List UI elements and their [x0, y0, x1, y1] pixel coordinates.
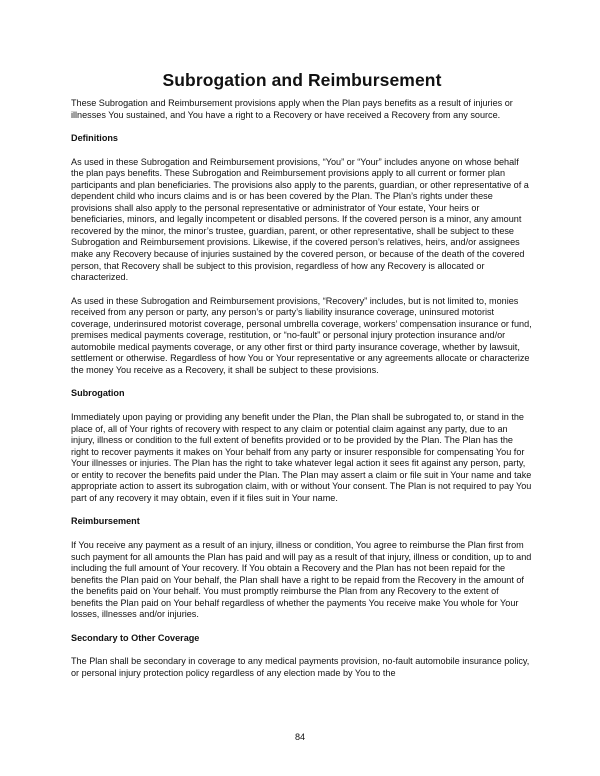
definitions-heading: Definitions	[71, 133, 118, 144]
subrogation-heading: Subrogation	[71, 388, 125, 399]
subrogation-paragraph: Immediately upon paying or providing any benefit under the Plan, the Plan shall be subrogated to, or stand in the place of, all of Your rights of recovery with respect to any claim or potential claim against any party, due to an injury, illness or condition to the full extent of benefits provided or to be provided by the Plan. The Plan has the right to recover payments it makes on Your behalf from any party or insurer responsible for compensating You for Your illnesses or injuries. The Plan has the right to take whatever legal action it sees fit against any person, party, or entity to recover the benefits paid under the Plan. The Plan may assert a claim or file suit in Your name and take appropriate action to assert its subrogation claim, with or without Your consent. The Plan is not required to pay You part of any recovery it may obtain, even if it files suit in Your name.	[71, 412, 532, 503]
secondary-coverage-paragraph: The Plan shall be secondary in coverage to any medical payments provision, no-fault automobile insurance policy, or personal injury protection policy regardless of any election made by You to the	[71, 656, 530, 678]
reimbursement-paragraph: If You receive any payment as a result of an injury, illness or condition, You agree to reimburse the Plan first from such payment for all amounts the Plan has paid and will pay as a result of that injury, illness or condition, up to and including the full amount of Your recovery. If You obtain a Recovery and the Plan has not been repaid for the benefits the Plan paid on Your behalf, the Plan shall have a right to be repaid from the Recovery in the amount of the benefits paid on Your behalf. You must promptly reimburse the Plan from any Recovery to the extent of benefits the Plan paid on Your behalf regardless of whether the payments You receive make You whole for Your losses, illnesses and/or injuries.	[71, 539, 532, 620]
subrogation-section	[71, 388, 533, 504]
page-title: Subrogation and Reimbursement	[162, 70, 442, 90]
reimbursement-heading: Reimbursement	[71, 516, 140, 527]
definitions-paragraph: As used in these Subrogation and Reimbursement provisions, “You” or “Your” includes anyone on whose behalf the plan pays benefits. These Subrogation and Reimbursement provisions apply to all current or former plan participants and plan beneficiaries. The provisions also apply to the parents, guardian, or other representative of a dependent child who incurs claims and is or has been covered by the Plan. The Plan’s rights under these provisions shall also apply to the personal representative or administrator of Your estate, Your heirs or beneficiaries, minors, and legally incompetent or disabled persons. If the covered person is a minor, any amount recovered by the minor, the minor’s trustee, guardian, parent, or other representative, shall be subject to these Subrogation and Reimbursement provisions. Likewise, if the covered person’s relatives, heirs, and/or assignees make any Recovery because of injuries sustained by the covered person, or because of the death of the covered person, that Recovery shall be subject to this provision, regardless of how any Recovery is allocated or characterized.	[71, 156, 529, 283]
secondary-coverage-heading: Secondary to Other Coverage	[71, 632, 200, 643]
reimbursement-section	[71, 516, 533, 620]
secondary-coverage-section	[71, 633, 533, 680]
page-number: 84	[294, 732, 306, 742]
definitions-paragraph: As used in these Subrogation and Reimbursement provisions, “Recovery” includes, but is not limited to, monies received from any person or party, any person’s or party’s liability insurance coverage, uninsured motorist coverage, underinsured motorist coverage, personal umbrella coverage, workers’ compensation insurance or fund, premises medical payments coverage, restitution, or “no-fault” or personal injury protection insurance and/or automobile medical payments coverage, or any other first or third party insurance coverage, whether by lawsuit, settlement or otherwise. Regardless of how You or Your representative or any agreements allocate or characterize the money You receive as a Recovery, it shall be subject to these provisions.	[71, 295, 532, 375]
document-body	[71, 98, 533, 691]
definitions-section	[71, 133, 533, 376]
intro-paragraph: These Subrogation and Reimbursement provisions apply when the Plan pays benefits as a result of injuries or illnesses You sustained, and You have a right to a Recovery or have received a Recovery from any source.	[71, 98, 513, 120]
